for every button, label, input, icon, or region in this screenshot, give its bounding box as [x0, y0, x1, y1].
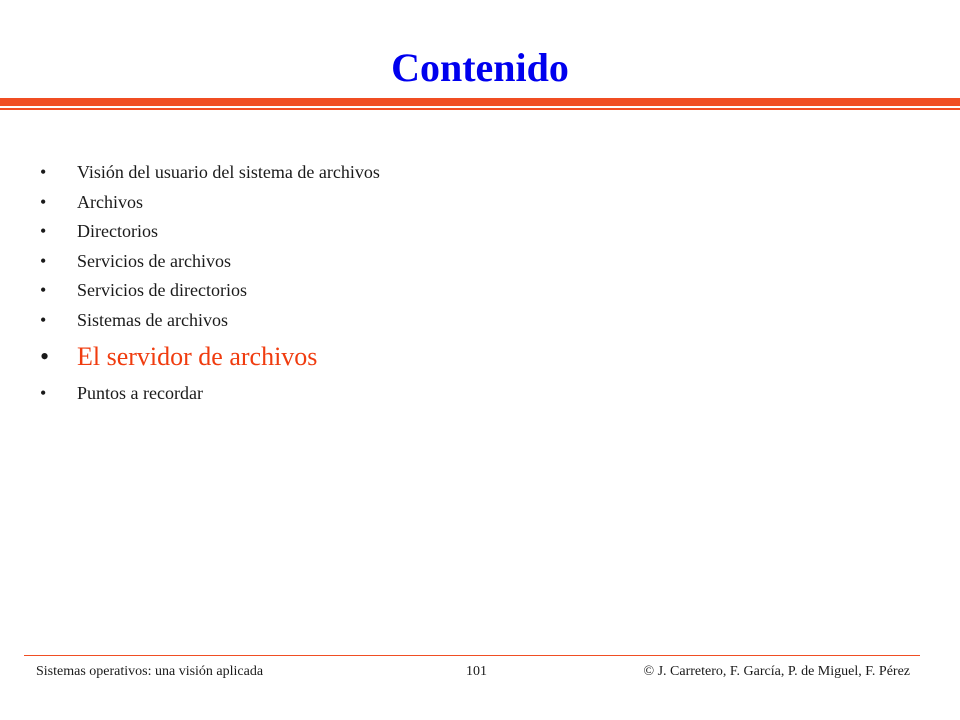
bullet-text: Servicios de directorios	[77, 280, 247, 300]
bullet-item-directorios	[40, 217, 900, 247]
bullet-item-servicios-directorios	[40, 276, 900, 306]
bullet-item-vision-usuario	[40, 158, 900, 188]
bullet-text-highlighted: El servidor de archivos	[77, 342, 318, 371]
bullet-glyph: •	[40, 250, 47, 271]
bullet-text: Visión del usuario del sistema de archivos	[77, 162, 380, 182]
bullet-glyph: •	[40, 309, 47, 330]
bullet-glyph: •	[40, 162, 47, 182]
bullet-item-puntos-recordar	[40, 379, 900, 409]
footer-page-number: 101	[466, 664, 487, 679]
bullet-text: Directorios	[77, 221, 158, 241]
bullet-item-servidor-archivos	[40, 335, 900, 379]
bullet-glyph: •	[40, 383, 47, 403]
bullet-text: Sistemas de archivos	[77, 309, 228, 330]
bullet-glyph: •	[40, 191, 47, 212]
footer-copyright: © J. Carretero, F. García, P. de Miguel, F. Pérez	[643, 664, 910, 679]
bullet-glyph: •	[40, 280, 47, 300]
bullet-text: Puntos a recordar	[77, 383, 203, 403]
bullet-glyph: •	[40, 221, 47, 241]
footer-book-title: Sistemas operativos: una visión aplicada	[36, 664, 264, 679]
title-underline-thin	[0, 108, 960, 110]
bullet-text: Servicios de archivos	[77, 250, 231, 271]
bullet-list	[40, 158, 900, 409]
bullet-glyph: •	[40, 342, 50, 371]
title-underline-thick	[0, 98, 960, 106]
bullet-item-archivos	[40, 188, 900, 218]
bullet-item-sistemas-archivos	[40, 306, 900, 336]
bullet-text: Archivos	[77, 191, 143, 212]
bullet-item-servicios-archivos	[40, 247, 900, 277]
slide-title: Contenido	[391, 45, 569, 90]
footer-divider	[24, 655, 920, 656]
